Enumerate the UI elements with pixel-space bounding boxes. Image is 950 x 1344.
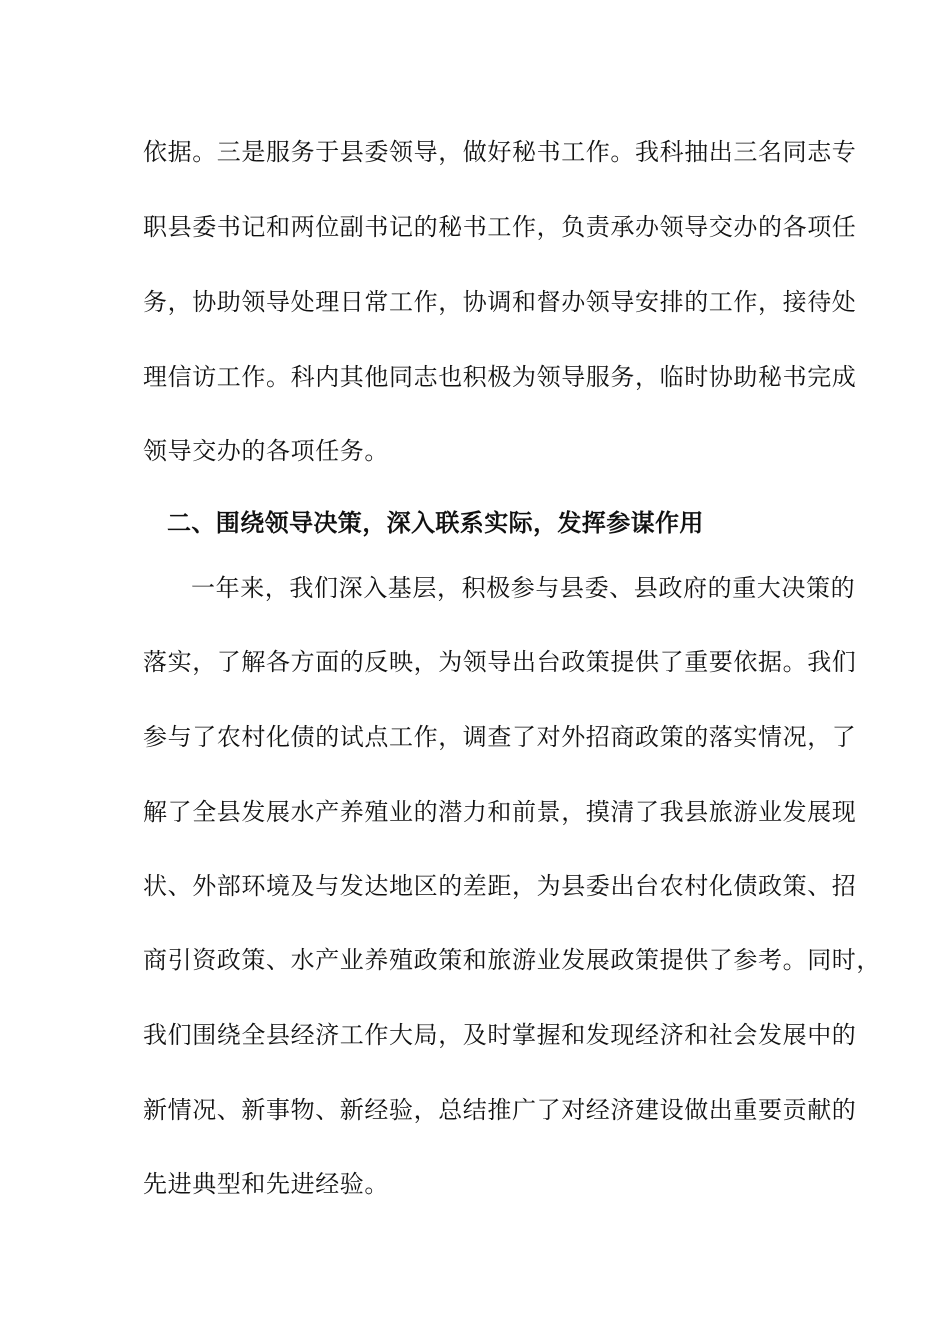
paragraph-line: 新情况、新事物、新经验，总结推广了对经济建设做出重要贡献的 <box>143 1096 857 1124</box>
paragraph-line: 落实，了解各方面的反映，为领导出台政策提供了重要依据。我们 <box>143 648 857 676</box>
paragraph-line: 职县委书记和两位副书记的秘书工作，负责承办领导交办的各项任 <box>143 213 857 241</box>
paragraph-line: 我们围绕全县经济工作大局，及时掌握和发现经济和社会发展中的 <box>143 1021 857 1049</box>
paragraph-line: 商引资政策、水产业养殖政策和旅游业发展政策提供了参考。同时， <box>143 946 881 974</box>
paragraph-line: 状、外部环境及与发达地区的差距，为县委出台农村化债政策、招 <box>143 872 857 900</box>
paragraph-line: 参与了农村化债的试点工作，调查了对外招商政策的落实情况，了 <box>143 723 857 751</box>
paragraph-line: 依据。三是服务于县委领导，做好秘书工作。我科抽出三名同志专 <box>143 138 857 166</box>
paragraph-line: 一年来，我们深入基层，积极参与县委、县政府的重大决策的 <box>191 574 856 602</box>
paragraph-line: 领导交办的各项任务。 <box>143 437 389 465</box>
paragraph-line: 理信访工作。科内其他同志也积极为领导服务，临时协助秘书完成 <box>143 363 857 391</box>
paragraph-line: 务，协助领导处理日常工作，协调和督办领导安排的工作，接待处 <box>143 288 857 316</box>
paragraph-line: 先进典型和先进经验。 <box>143 1170 389 1198</box>
section-heading: 二、围绕领导决策，深入联系实际，发挥参谋作用 <box>167 508 704 537</box>
paragraph-line: 解了全县发展水产养殖业的潜力和前景，摸清了我县旅游业发展现 <box>143 798 857 826</box>
